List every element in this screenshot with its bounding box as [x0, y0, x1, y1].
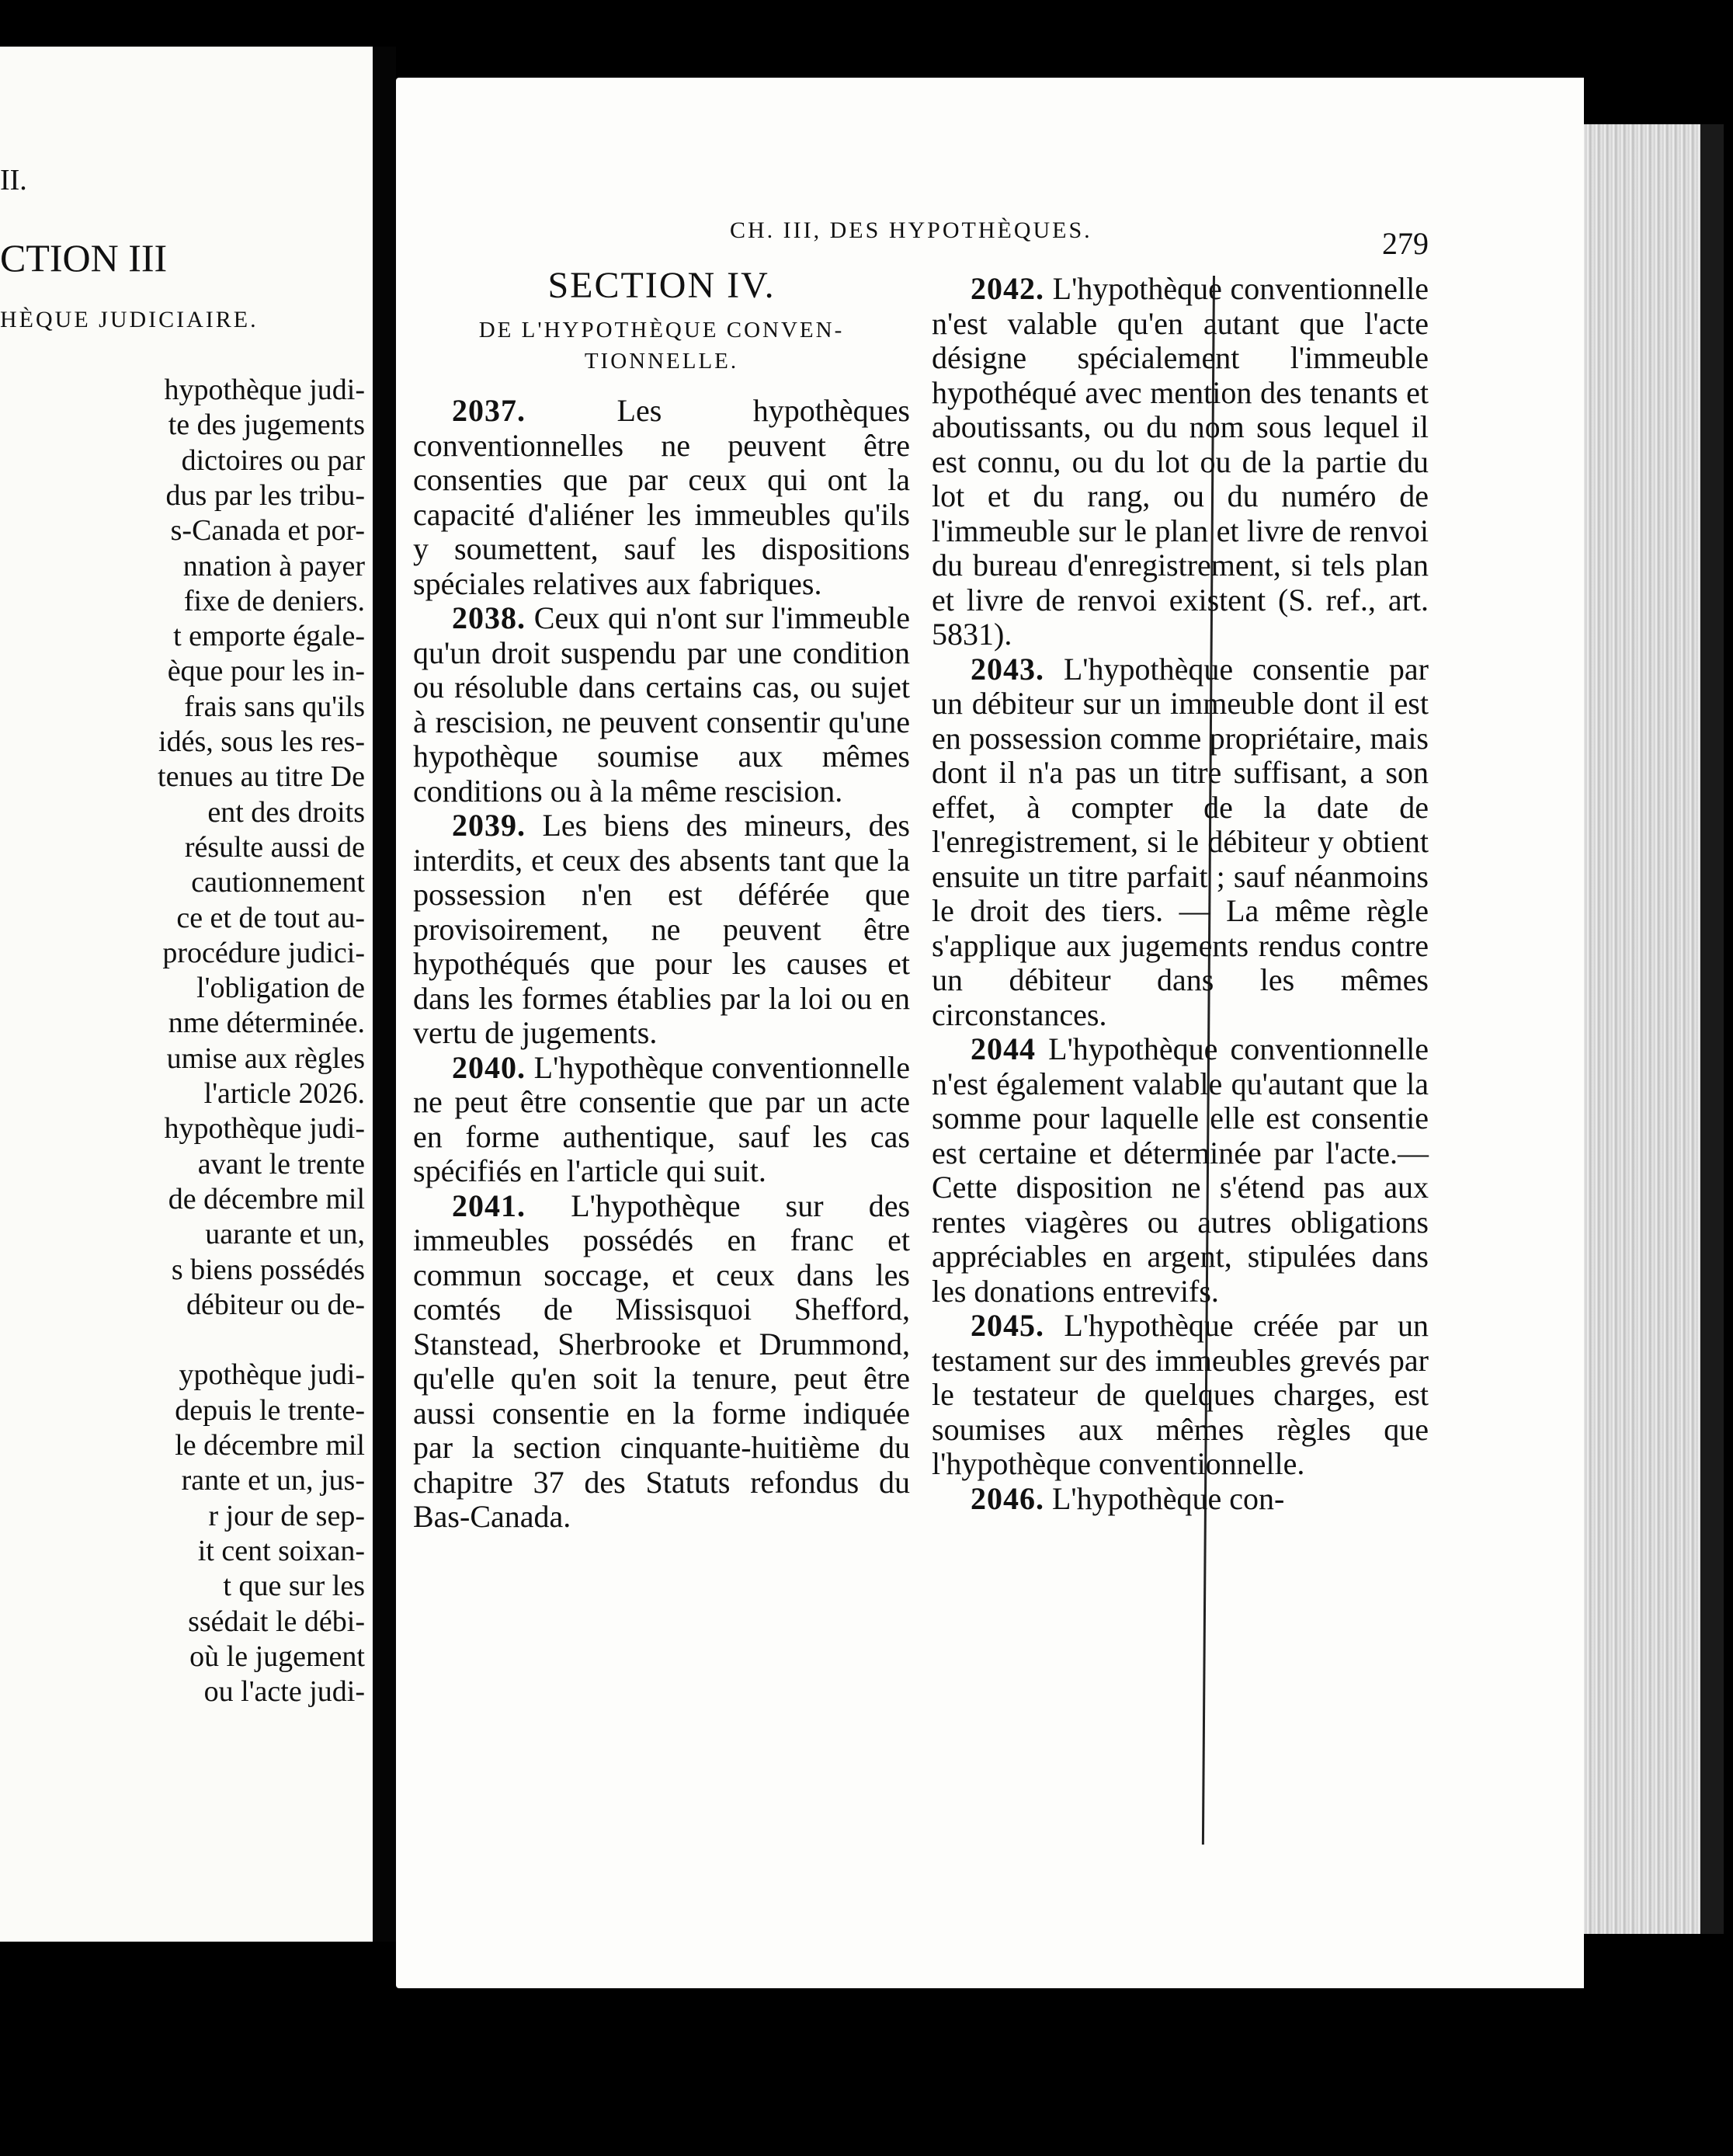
article-paragraph: [932, 652, 1429, 1033]
left-page-line: idés, sous les res-: [158, 725, 365, 758]
article-text: Les hypothèques conventionnelles ne peuvent être consenties que par ceux qui ont la capacité d'aliéner les immeubles qu'ils y soumettent, sauf les dispositions spéciales relatives aux fabriques.: [413, 393, 910, 601]
book-gutter: [373, 47, 396, 1942]
left-page-line: nme déterminée.: [168, 1007, 365, 1040]
left-page-line: dus par les tribu-: [165, 478, 365, 512]
article-paragraph: [413, 1051, 910, 1189]
left-page-line: cautionnement: [191, 866, 365, 899]
left-page-line: t que sur les: [223, 1570, 365, 1603]
article-paragraph: [413, 808, 910, 1051]
article-paragraph: [932, 272, 1429, 652]
articles-left: [413, 394, 910, 1535]
left-page-line: ent des droits: [207, 795, 365, 829]
left-page-line: ypothèque judi-: [179, 1358, 365, 1392]
article-number: 2040.: [452, 1049, 526, 1085]
left-page-line: te des jugements: [168, 409, 365, 442]
left-page-line: résulte aussi de: [184, 830, 365, 864]
left-page-line: ce et de tout au-: [176, 901, 365, 934]
left-page-line: t emporte égale-: [173, 620, 365, 653]
left-page-line: de décembre mil: [168, 1182, 365, 1215]
article-paragraph: [932, 1482, 1429, 1517]
article-text: Ceux qui n'ont sur l'immeuble qu'un droit suspendu par une condition ou résoluble dans certains cas, ou sujet à rescision, ne peuvent consentir qu'une hypothèque soumise aux mêmes conditions ou à la même rescision.: [413, 600, 910, 808]
left-page-line: èque pour les in-: [167, 655, 365, 688]
article-text: L'hypothèque créée par un testament sur des immeubles grevés par le testateur de quelques charges, est soumises aux mêmes règles que l'hypothèque conventionnelle.: [932, 1308, 1429, 1481]
left-page-line: l'article 2026.: [203, 1077, 365, 1110]
left-page-line: tenues au titre De: [158, 760, 365, 794]
article-number: 2045.: [971, 1308, 1044, 1343]
left-page-line: ou l'acte judi-: [203, 1675, 365, 1709]
section-subtitle-line-2: TIONNELLE.: [584, 349, 739, 374]
left-page-line: l'obligation de: [196, 972, 365, 1005]
article-paragraph: [932, 1309, 1429, 1482]
left-page-line: procédure judici-: [162, 936, 365, 969]
left-page-line: hypothèque judi-: [164, 1112, 365, 1146]
article-paragraph: [413, 601, 910, 808]
article-text: Les biens des mineurs, des interdits, et ceux des absents tant que la possession n'en est déférée que provisoirement, ne peuvent être hypothéqués que pour les causes et dans les formes établies par la loi ou en vertu de jugements.: [413, 808, 911, 1050]
article-number: 2037.: [452, 393, 526, 428]
articles-right: [932, 272, 1429, 1516]
page-number: 279: [1382, 226, 1429, 261]
left-page-line: s biens possédés: [171, 1253, 365, 1286]
left-column: [413, 264, 910, 1535]
left-page-line: it cent soixan-: [197, 1534, 365, 1567]
article-number: 2043.: [971, 651, 1044, 687]
left-page: [0, 47, 373, 1942]
article-text: L'hypothèque conventionnelle n'est valable qu'en autant que l'acte désigne spécialement l'immeuble hypothéqué avec mention des tenants et aboutissants, ou du nom sous lequel il est connu, ou du lot ou de la partie du lot et du rang, ou du numéro de l'immeuble sur le plan et livre de renvoi du bureau d'enregistrement, si tels plan et livre de renvoi existent (S. ref., art. 5831).: [932, 271, 1429, 652]
left-page-line: fixe de deniers.: [183, 584, 365, 617]
left-page-line: hypothèque judi-: [164, 374, 365, 406]
article-paragraph: [413, 394, 910, 601]
article-number: 2041.: [452, 1188, 526, 1223]
left-page-line: le décembre mil: [175, 1429, 365, 1462]
left-page-line: débiteur ou de-: [186, 1288, 365, 1321]
article-number: 2046.: [971, 1480, 1044, 1516]
left-page-line: où le jugement: [189, 1640, 365, 1673]
page-edges-shadow: [1700, 124, 1724, 1934]
article-number: 2042.: [971, 271, 1044, 306]
article-paragraph: [413, 1189, 910, 1535]
article-number: 2044: [971, 1031, 1036, 1066]
section-title: SECTION IV.: [547, 265, 776, 306]
page-edges: [1584, 124, 1700, 1934]
right-column: [932, 272, 1429, 1516]
left-page-line: s-Canada et por-: [170, 514, 365, 548]
article-text: L'hypothèque sur des immeubles possédés en franc et commun soccage, et ceux dans les comtés de Missisquoi Shefford, Stanstead, Sherbrooke et Drummond, qu'elle qu'en soit la tenure, peut être aussi consentie en la forme indiquée par la section cinquante-huitième du chapitre 37 des Statuts refondus du Bas-Canada.: [413, 1188, 911, 1534]
left-page-line: CTION III: [0, 236, 168, 280]
article-number: 2039.: [452, 808, 526, 843]
left-page-line: nnation à payer: [182, 549, 365, 582]
left-page-line: II.: [0, 164, 27, 196]
left-page-line: HÈQUE JUDICIAIRE.: [0, 307, 259, 332]
article-paragraph: [932, 1032, 1429, 1309]
left-page-line: depuis le trente-: [175, 1393, 365, 1427]
left-page-line: ssédait le débi-: [188, 1605, 365, 1638]
article-text: L'hypothèque consentie par un débiteur sur un immeuble dont il est en possession comme propriétaire, mais dont il n'a pas un titre suffisant, a son effet, à compter de la date de l'enregistrement, si le débiteur y obtient ensuite un titre parfait ; sauf néanmoins le droit des tiers. — La même règle s'applique aux jugements rendus contre un débiteur dans les mêmes circonstances.: [932, 651, 1429, 1032]
left-page-line: umise aux règles: [166, 1041, 365, 1075]
section-subtitle: [413, 315, 910, 377]
article-text: L'hypothèque conventionnelle ne peut être consentie que par un acte en forme authentique, sauf les cas spécifiés en l'article qui suit.: [413, 1049, 911, 1188]
left-page-line: dictoires ou par: [181, 443, 365, 477]
left-page-line: r jour de sep-: [208, 1499, 365, 1532]
section-subtitle-line-1: DE L'HYPOTHÈQUE CONVEN-: [478, 318, 845, 343]
left-page-line: rante et un, jus-: [181, 1464, 365, 1497]
running-head: CH. III, DES HYPOTHÈQUES.: [730, 217, 1092, 243]
article-number: 2038.: [452, 600, 526, 635]
left-page-line: avant le trente: [197, 1147, 365, 1181]
article-text: L'hypothèque con-: [1052, 1480, 1285, 1516]
right-page: [396, 78, 1584, 1988]
article-text: L'hypothèque conventionnelle n'est également valable qu'autant que la somme pour laquelle elle est consentie est certaine et déterminée par l'acte.— Cette disposition ne s'étend pas aux rentes viagères ou autres obligations appréciables en argent, stipulées dans les donations entrevifs.: [932, 1031, 1429, 1309]
left-page-line: frais sans qu'ils: [184, 690, 365, 723]
left-page-line: uarante et un,: [205, 1218, 365, 1251]
